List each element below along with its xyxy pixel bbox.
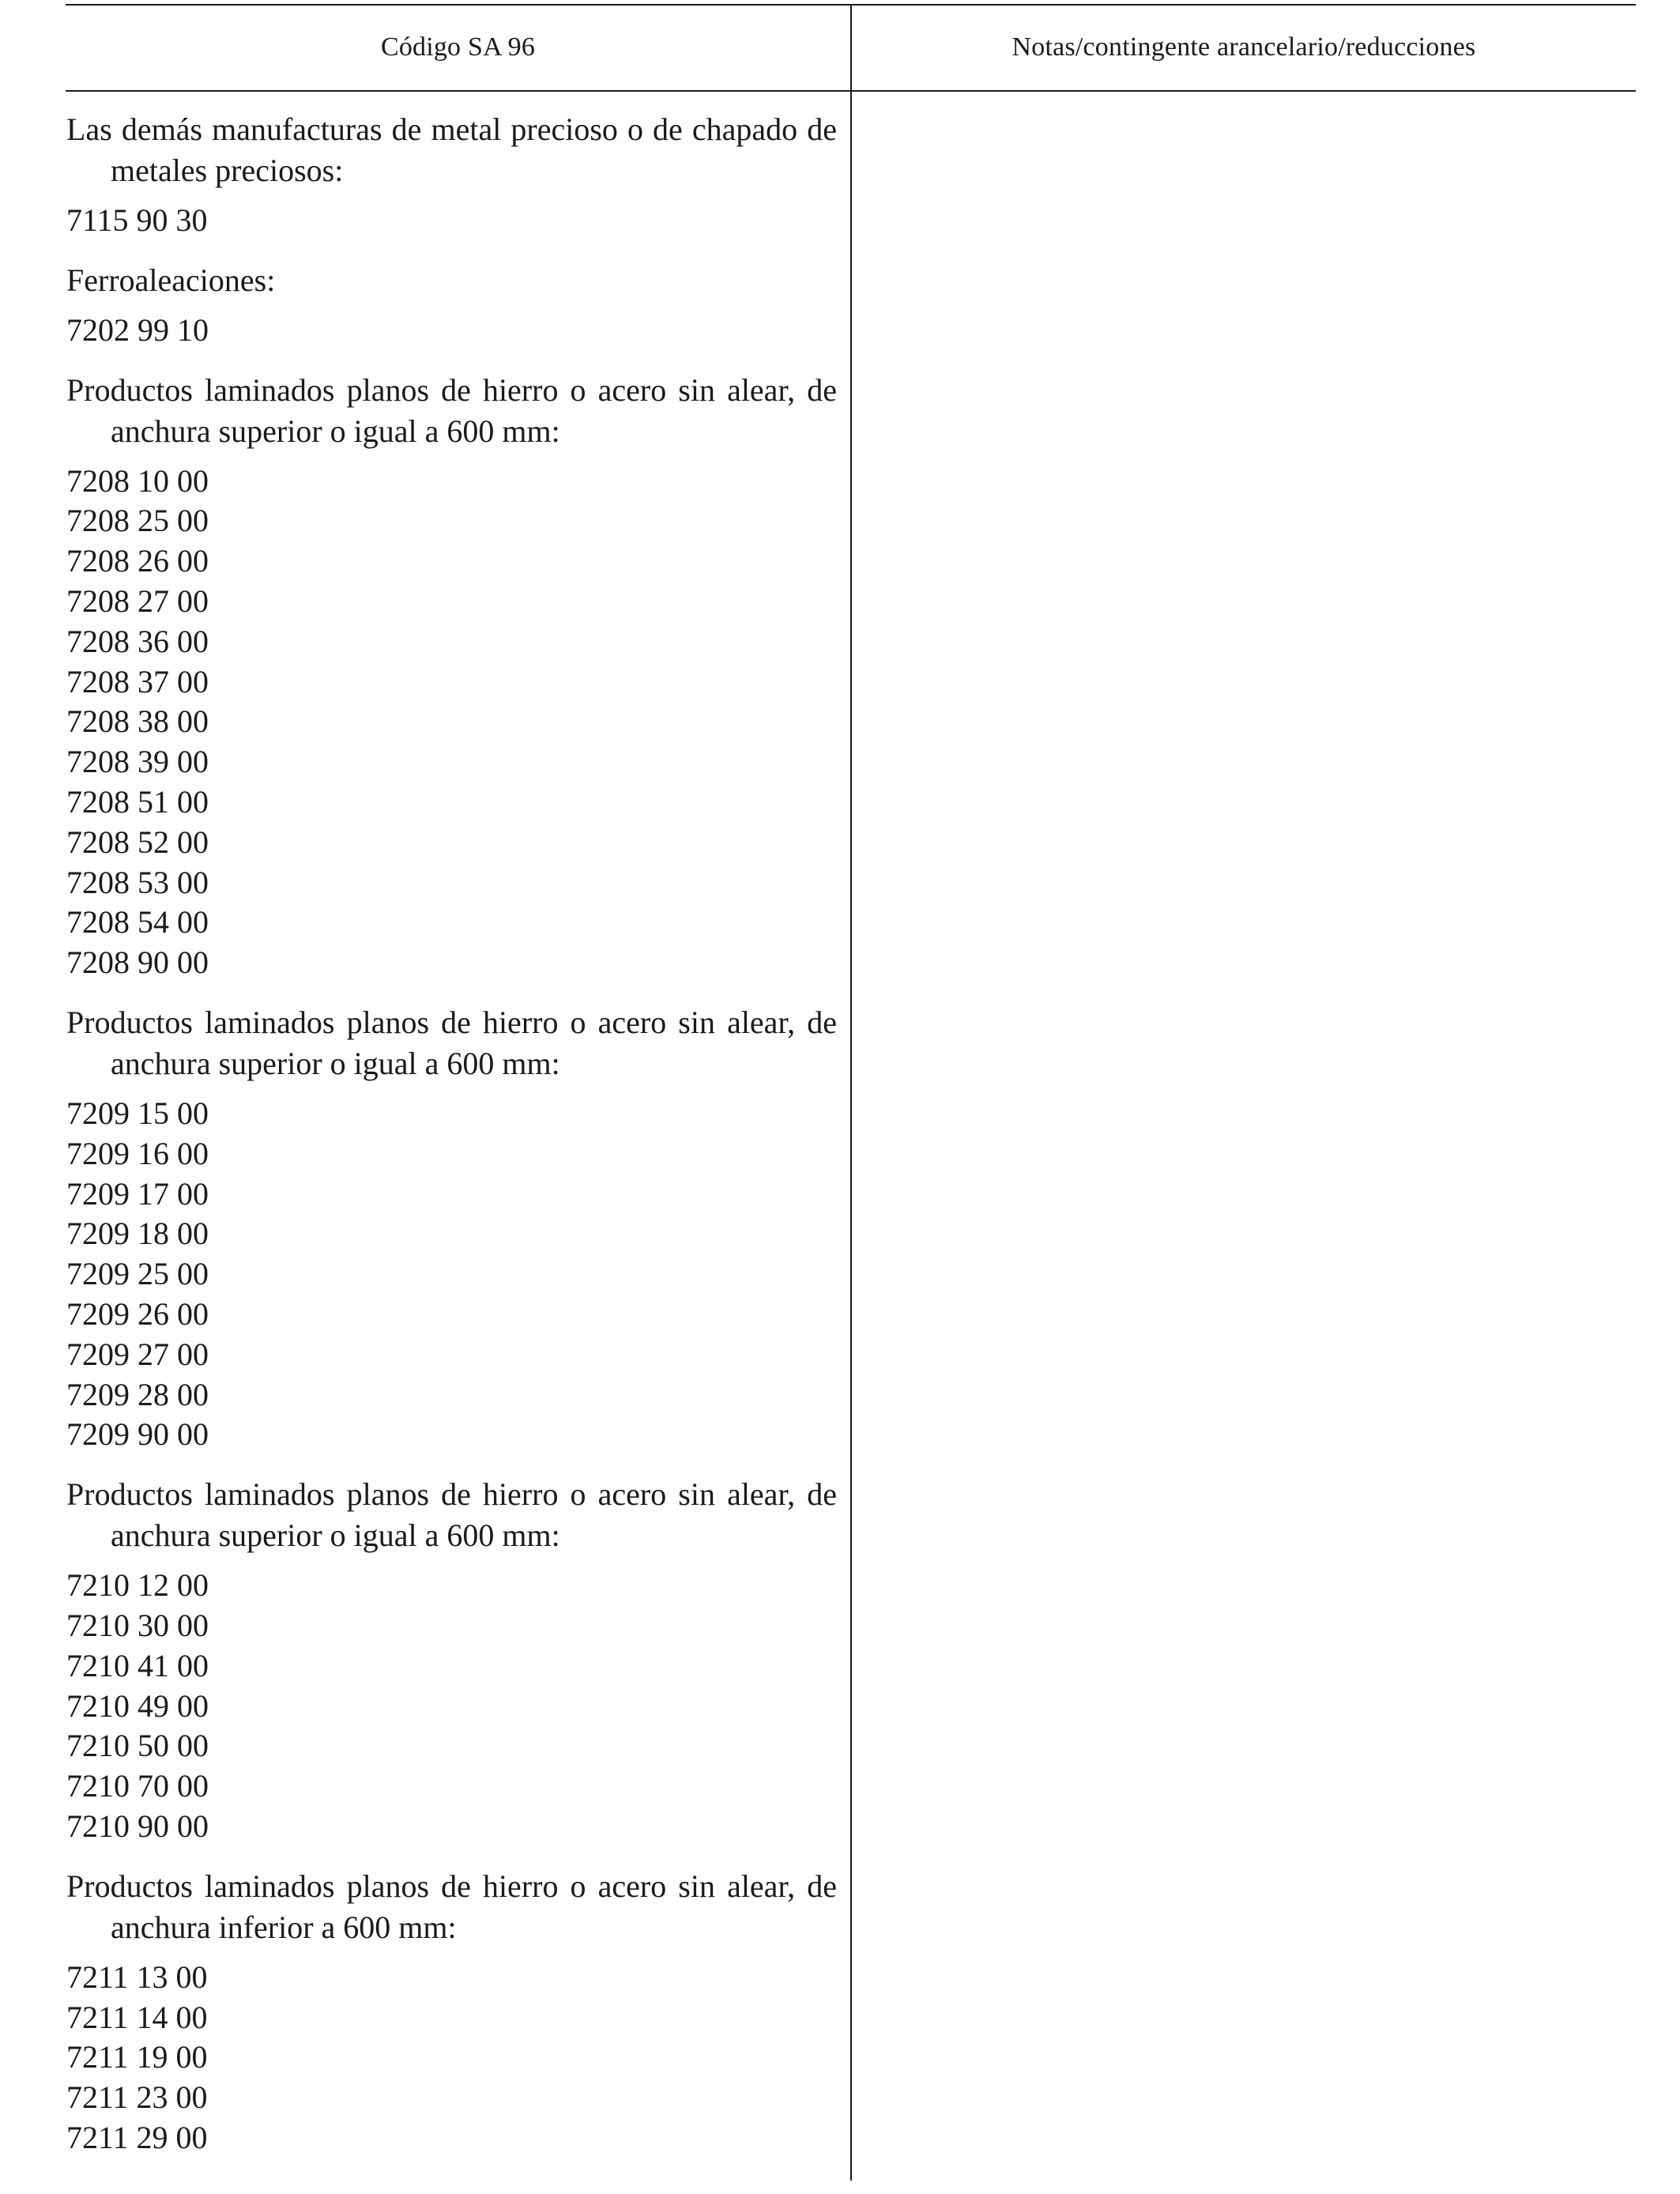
code-column: [66, 109, 837, 2177]
hs-code: 7208 51 00: [66, 783, 209, 820]
hs-code: 7209 25 00: [66, 1256, 209, 1292]
hs-code: 7208 52 00: [66, 824, 209, 860]
group-heading: Productos laminados planos de hierro o acero sin alear, de anchura superior o igual a 600 mm:: [66, 371, 837, 449]
tariff-group: [66, 260, 837, 351]
hs-code: 7210 70 00: [66, 1768, 209, 1804]
code-list: [66, 1094, 837, 1455]
hs-code: 7209 28 00: [66, 1376, 209, 1412]
hs-code: 7208 27 00: [66, 582, 209, 619]
hs-code: 7211 13 00: [66, 1958, 208, 1995]
code-list: [66, 1958, 837, 2158]
hs-code: 7210 41 00: [66, 1647, 209, 1683]
hs-code: 7202 99 10: [66, 311, 209, 348]
group-heading: Productos laminados planos de hierro o acero sin alear, de anchura inferior a 600 mm:: [66, 1868, 837, 1945]
hs-code: 7210 50 00: [66, 1728, 209, 1764]
hs-code: 7208 90 00: [66, 944, 209, 981]
code-list: [66, 201, 837, 241]
hs-code: 7208 54 00: [66, 904, 209, 941]
hs-code: 7208 39 00: [66, 744, 209, 780]
hs-code: 7209 90 00: [66, 1416, 209, 1453]
notes-column: [852, 92, 1636, 2178]
code-list: [66, 462, 837, 983]
hs-code: 7209 27 00: [66, 1336, 209, 1372]
hs-code: 7208 53 00: [66, 864, 209, 900]
hs-code: 7208 38 00: [66, 703, 209, 740]
hs-code: 7209 17 00: [66, 1175, 209, 1212]
tariff-group: [66, 370, 837, 983]
column-header-notes: Notas/contingente arancelario/reducciones: [1011, 32, 1476, 62]
group-heading: Las demás manufacturas de metal precioso o de chapado de metales preciosos:: [66, 111, 837, 188]
tariff-group: [66, 1866, 837, 2158]
tariff-group: [66, 1474, 837, 1847]
group-heading: Ferroaleaciones:: [66, 262, 276, 298]
hs-code: 7208 10 00: [66, 462, 209, 499]
hs-code: 7208 26 00: [66, 543, 209, 579]
code-list: [66, 311, 837, 351]
hs-code: 7211 23 00: [66, 2079, 208, 2116]
hs-code: 7211 14 00: [66, 1999, 208, 2035]
hs-code: 7210 90 00: [66, 1808, 209, 1844]
hs-code: 7208 25 00: [66, 503, 209, 539]
hs-code: 7208 36 00: [66, 623, 209, 659]
hs-code: 7209 18 00: [66, 1216, 209, 1252]
tariff-group: [66, 109, 837, 241]
group-heading: Productos laminados planos de hierro o acero sin alear, de anchura superior o igual a 600 mm:: [66, 1476, 837, 1554]
column-header-code: Código SA 96: [380, 32, 536, 62]
hs-code: 7209 15 00: [66, 1095, 209, 1131]
hs-code: 7209 26 00: [66, 1295, 209, 1332]
code-list: [66, 1566, 837, 1847]
hs-code: 7211 29 00: [66, 2119, 208, 2155]
hs-code: 7210 12 00: [66, 1567, 209, 1604]
tariff-group: [66, 1002, 837, 1455]
hs-code: 7208 37 00: [66, 663, 209, 699]
hs-code: 7209 16 00: [66, 1135, 209, 1171]
hs-code: 7211 19 00: [66, 2039, 208, 2075]
group-heading: Productos laminados planos de hierro o acero sin alear, de anchura superior o igual a 600 mm:: [66, 1004, 837, 1081]
hs-code: 7210 30 00: [66, 1607, 209, 1643]
hs-code: 7210 49 00: [66, 1687, 209, 1724]
hs-code: 7115 90 30: [66, 202, 208, 238]
